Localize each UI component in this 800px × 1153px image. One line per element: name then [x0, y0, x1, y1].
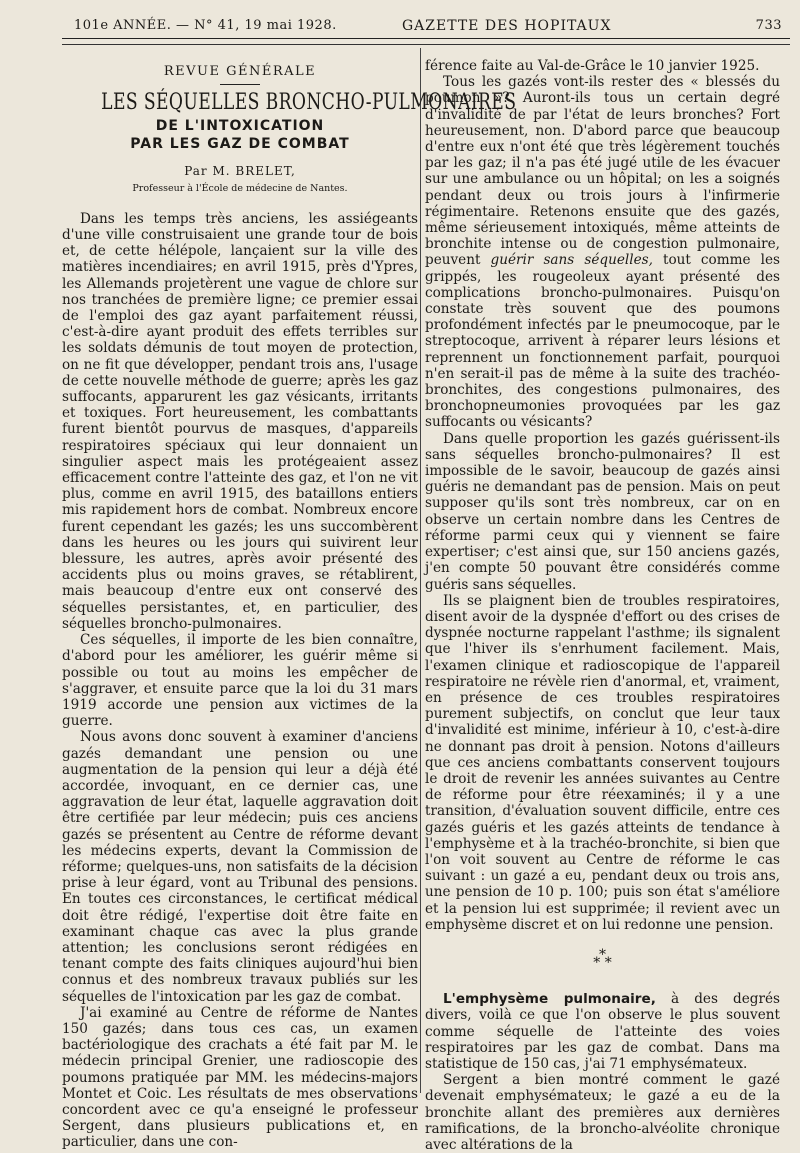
text-run: Tous les gazés vont-ils rester des « blessés du poumon »? Auront-ils tous un certain degré d'invalidité de par l'état de leurs bronches? Fort heureusement, non. D'abord parce que beaucoup d'entre eux n'ont été que très légèrement touchés par les gaz; il n'a pas été jugé utile de les évacuer sur une ambulance ou un hôpital; on les a soignés pendant deux ou trois jours à l'infirmerie régimentaire. Retenons ensuite que des gazés, même sérieusement intoxiqués, même atteints de bronchite intense ou de congestion pulmonaire, peuvent [425, 74, 780, 269]
paragraph: Dans les temps très anciens, les assiégeants d'une ville construisaient une grande tour de bois et, de cette hélépole, lançaient sur la ville des matières incendiaires; en avril 1915, près d'Ypres, les Allemands projetèrent une vague de chlore sur nos tranchées de première ligne; ce premier essai de l'emploi des gaz ayant parfaitement réussi, c'est-à-dire ayant produit des effets terribles sur les soldats démunis de tout moyen de protection, on ne fit que développer, pendant trois ans, l'usage de cette nouvelle méthode de guerre; après les gaz suffocants, apparurent les gaz vésicants, irritants et toxiques. Fort heureusement, les combattants furent bientôt pourvus de masques, d'appareils respiratoires spéciaux qui leur donnaient un singulier aspect mais les protégeaient assez efficacement contre l'atteinte des gaz, et l'on ne vit plus, comme en avril 1915, des bataillons entiers mis rapidement hors de combat. Nombreux encore furent cependant les gazés; les uns succombèrent dans les heures ou les jours qui suivirent leur blessure, les autres, après avoir présenté des accidents plus ou moins graves, se rétablirent, mais beaucoup d'entre eux ont conservé des séquelles persistantes, et, en particulier, des séquelles broncho-pulmonaires. [62, 210, 418, 632]
paragraph: Ils se plaignent bien de troubles respiratoires, disent avoir de la dyspnée d'effort ou des crises de dyspnée nocturne rappelant l'asthme; ils signalent que l'hiver ils s'enrhument facilement. Mais, l'examen clinique et radioscopique de l'appareil respiratoire ne révèle rien d'anormal, et, vraiment, en présence de ces troubles respiratoires purement subjectifs, on conclut que leur taux d'invalidité est minime, inférieur à 10, c'est-à-dire ne donnant pas droit à pension. Notons d'ailleurs que ces anciens combattants conservent toujours le droit de revenir les années suivantes au Centre de réforme pour être réexaminés; il y a une transition, d'évaluation souvent difficile, entre ces gazés guéris et les gazés atteints de tendance à l'emphysème et à la trachéo-bronchite, si bien que l'on voit souvent au Centre de réforme le cas suivant : un gazé a eu, pendant deux ou trois ans, une pension de 10 p. 100; puis son état s'améliore et la pension lui est supprimée; il revient avec un emphysème discret et on lui redonne une pension. [425, 592, 780, 933]
paragraph: Ces séquelles, il importe de les bien connaître, d'abord pour les améliorer, les guérir même si possible ou tout au moins les empêcher de s'aggraver, et ensuite parce que la loi du 31 mars 1919 accorde une pension aux victimes de la guerre. [62, 632, 418, 730]
column-divider [420, 48, 421, 1093]
article-subtitle-line1: DE L'INTOXICATION [155, 118, 325, 135]
emphasis-text: guérir sans séquelles, [490, 252, 653, 269]
author-byline: Par M. BRELET, [184, 164, 296, 179]
paragraph: Nous avons donc souvent à examiner d'anciens gazés demandant une pension ou une augmentation de la pension qui leur a déjà été accordée, invoquant, en ce dernier cas, une aggravation de leur état, laquelle aggravation doit être certifiée par leur médecin; puis ces anciens gazés se présentent au Centre de réforme devant les médecins experts, devant la Commission de réforme; quelques-uns, non satisfaits de la décision prise à leur égard, vont au Tribunal des pensions. En toutes ces circonstances, le certificat médical doit être rédigé, l'expertise doit être faite en examinant chaque cas avec la plus grande attention; les conclusions seront rédigées en tenant compte des faits cliniques aujourd'hui bien connus et des nombreux travaux publiés sur les séquelles de l'intoxication par les gaz de combat. [62, 729, 418, 1005]
paragraph: Sergent a bien montré comment le gazé devenait emphysémateux; le gazé a eu de la bronchite allant des premières aux dernières ramifications, de la broncho-alvéolite chronique avec altérations de la [425, 1072, 780, 1153]
author-affiliation: Professeur à l'École de médecine de Nantes. [132, 182, 348, 194]
header-rule-thin [62, 44, 790, 45]
paragraph [425, 74, 780, 430]
paragraph-continuation: férence faite au Val-de-Grâce le 10 janvier 1925. [425, 58, 760, 74]
article-subtitle-line2: PAR LES GAZ DE COMBAT [130, 136, 350, 153]
right-column [425, 58, 780, 1153]
left-column [62, 56, 517, 1151]
asterism-mark: * * * [593, 946, 612, 971]
publication-title: GAZETTE DES HOPITAUX [402, 18, 612, 34]
page-header [62, 12, 786, 34]
paragraph [425, 991, 780, 1072]
article-title: LES SÉQUELLES BRONCHO-PULMONAIRES [101, 90, 517, 116]
text-run: à des degrés divers, voilà ce que l'on observe le plus souvent comme séquelle de l'atteinte des voies respiratoires par les gaz de combat. Dans ma statistique de 150 cas, j'ai 71 emphysémateux. [425, 991, 780, 1072]
paragraph: J'ai examiné au Centre de réforme de Nantes 150 gazés; dans tous ces cas, un examen bactériologique des crachats a été fait par M. le médecin principal Grenier, une radioscopie des poumons pratiquée par MM. les médecins-majors Montet et Coic. Les résultats de mes observations concordent avec ce qu'a enseigné le professeur Sergent, dans plusieurs publications et, en particulier, dans une con- [62, 1004, 418, 1151]
paragraph: Dans quelle proportion les gazés guérissent-ils sans séquelles broncho-pulmonaires? Il est impossible de le savoir, beaucoup de gazés ainsi guéris ne demandant pas de pension. Mais on peut supposer qu'ils sont très nombreux, car on en observe un certain nombre dans les Centres de réforme parmi ceux qui y viennent se faire expertiser; c'est ainsi que, sur 150 anciens gazés, j'en compte 50 pouvant être considérés comme guéris sans séquelles. [425, 430, 780, 593]
article-title-block [62, 64, 517, 197]
section-lead: L'emphysème pulmonaire, [443, 991, 656, 1008]
issue-info: 101e ANNÉE. — N° 41, 19 mai 1928. [74, 18, 337, 33]
section-rubric: REVUE GÉNÉRALE [163, 64, 317, 79]
title-rule [220, 84, 260, 85]
header-rule [62, 38, 790, 39]
section-separator [425, 946, 780, 971]
text-run: tout comme les grippés, les rougeoleux ayant présenté des complications broncho-pulmonaires. Puisqu'on constate très souvent que des poumons profondément infectés par le pneumocoque, par le streptocoque, arrivent à réparer leurs lésions et reprennent un fonctionnement parfait, pourquoi n'en serait-il pas de même à la suite des trachéo-bronchites, des congestions pulmonaires, des bronchopneumonies provoquées par les gaz suffocants ou vésicants? [425, 252, 780, 431]
page-number: 733 [755, 18, 782, 33]
